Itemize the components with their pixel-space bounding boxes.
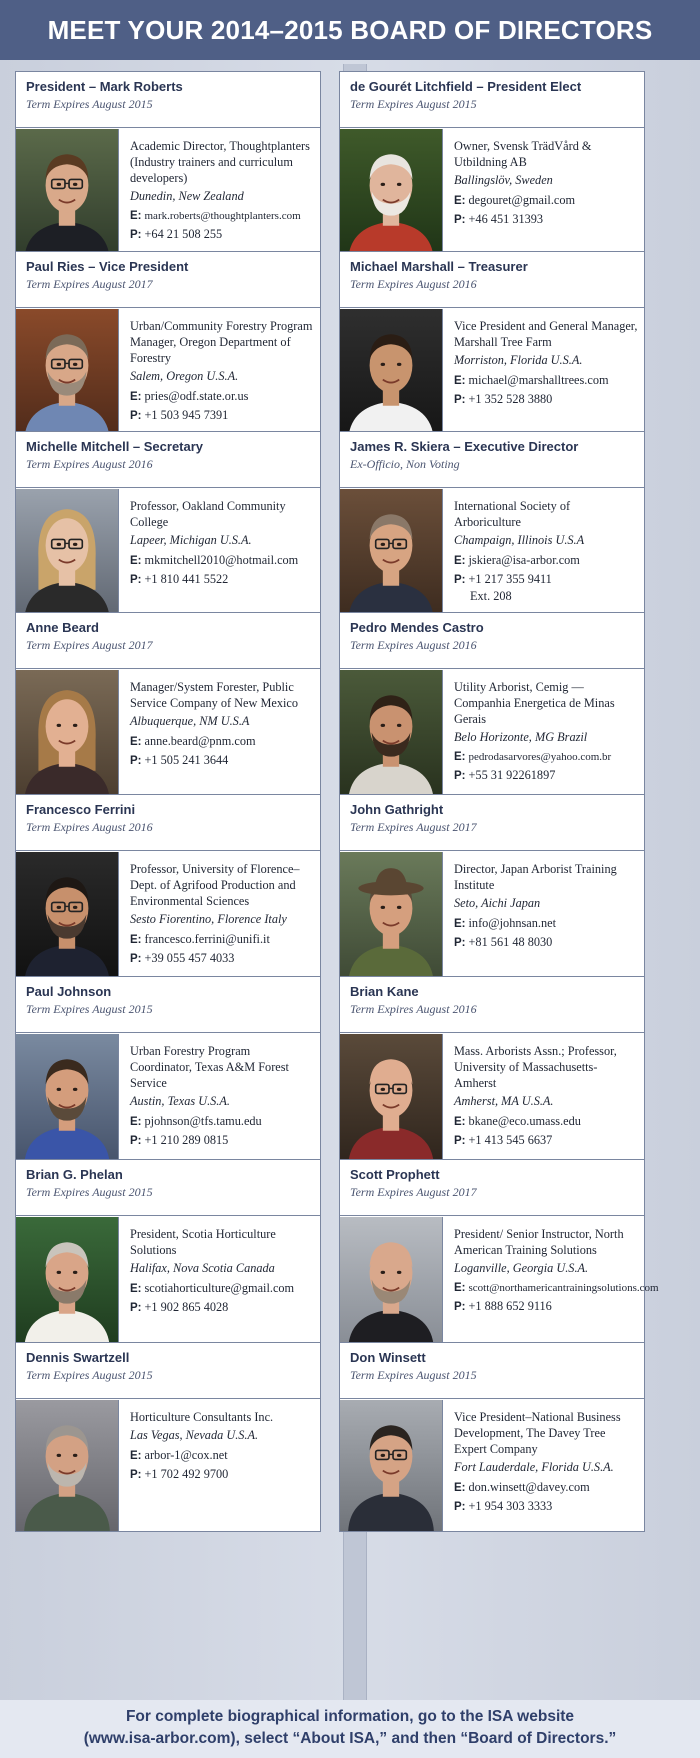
director-name: President – Mark Roberts <box>26 79 183 94</box>
director-location: Champaign, Illinois U.S.A <box>454 533 585 547</box>
term-expiry: Term Expires August 2015 <box>26 1002 153 1016</box>
email-line <box>130 1113 314 1130</box>
email-address[interactable]: mark.roberts@thoughtplanters.com <box>144 210 301 222</box>
phone-label: P: <box>454 1135 466 1147</box>
phone-number: +55 31 92261897 <box>468 768 556 782</box>
phone-extension: Ext. 208 <box>470 589 512 603</box>
phone-label: P: <box>454 770 466 782</box>
card-header <box>16 1160 320 1216</box>
director-location: Halifax, Nova Scotia Canada <box>130 1261 275 1275</box>
phone-number: +1 505 241 3644 <box>144 753 229 767</box>
phone-line <box>454 571 638 588</box>
card-header <box>340 252 644 308</box>
phone-number: +1 210 289 0815 <box>144 1133 229 1147</box>
director-name: John Gathright <box>350 802 444 817</box>
email-line <box>130 208 314 224</box>
email-address[interactable]: mkmitchell2010@hotmail.com <box>144 553 299 567</box>
email-line <box>130 931 314 948</box>
phone-line <box>130 1132 314 1149</box>
director-name: Paul Johnson <box>26 984 112 999</box>
director-location: Seto, Aichi Japan <box>454 896 541 910</box>
director-card-john-gathright <box>339 794 645 984</box>
director-photo <box>340 1034 442 1165</box>
director-location: Austin, Texas U.S.A. <box>130 1094 230 1108</box>
director-name: Anne Beard <box>26 620 99 635</box>
email-label: E: <box>130 555 142 567</box>
director-location: Loganville, Georgia U.S.A. <box>454 1261 589 1275</box>
email-line <box>130 388 314 405</box>
phone-line <box>130 950 314 967</box>
director-location: Lapeer, Michigan U.S.A. <box>130 533 252 547</box>
term-expiry: Term Expires August 2017 <box>26 638 153 652</box>
phone-number: +1 810 441 5522 <box>144 572 229 586</box>
term-expiry: Term Expires August 2017 <box>350 1185 477 1199</box>
director-details <box>118 1034 320 1165</box>
director-title: Professor, University of Florence–Dept. of Agrifood Production and Environmental Sciences <box>130 862 300 908</box>
email-label: E: <box>130 391 142 403</box>
term-expiry: Term Expires August 2016 <box>350 277 477 291</box>
phone-label: P: <box>130 953 142 965</box>
phone-line <box>454 934 638 951</box>
phone-number: +1 217 355 9411 <box>468 572 552 586</box>
director-photo <box>16 489 118 620</box>
footer-line-1: For complete biographical information, go to the ISA website <box>125 1708 575 1725</box>
director-name: Don Winsett <box>350 1350 426 1365</box>
director-name: Scott Prophett <box>350 1167 440 1182</box>
term-expiry: Term Expires August 2016 <box>350 1002 477 1016</box>
email-label: E: <box>454 918 466 930</box>
director-title: Horticulture Consultants Inc. <box>130 1410 274 1424</box>
director-photo <box>340 670 442 801</box>
card-header <box>16 252 320 308</box>
director-details <box>118 129 320 260</box>
director-photo <box>16 129 118 260</box>
email-address[interactable]: info@johnsan.net <box>468 916 556 930</box>
card-header <box>340 1160 644 1216</box>
email-label: E: <box>130 1450 142 1462</box>
director-location: Fort Lauderdale, Florida U.S.A. <box>454 1460 614 1474</box>
director-location: Ballingslöv, Sweden <box>454 173 553 187</box>
director-details <box>118 1400 320 1531</box>
director-card-president-elect <box>339 71 645 261</box>
term-expiry: Term Expires August 2016 <box>26 457 153 471</box>
email-line <box>454 749 638 765</box>
director-name: Brian G. Phelan <box>26 1167 123 1182</box>
director-name: James R. Skiera – Executive Director <box>350 439 579 454</box>
director-photo <box>16 309 118 440</box>
email-address[interactable]: michael@marshalltrees.com <box>468 373 609 387</box>
director-photo <box>340 129 442 260</box>
director-title: President, Scotia Horticulture Solutions <box>130 1227 276 1257</box>
director-title: Vice President–National Business Development, The Davey Tree Expert Company <box>454 1410 621 1456</box>
director-details <box>442 1217 659 1348</box>
email-line <box>454 552 638 569</box>
director-photo <box>340 489 442 620</box>
card-header <box>340 1343 644 1399</box>
director-title: President/ Senior Instructor, North American Training Solutions <box>454 1227 624 1257</box>
email-address[interactable]: anne.beard@pnm.com <box>144 734 256 748</box>
director-title: Utility Arborist, Cemig —Companhia Energetica de Minas Gerais <box>454 680 615 726</box>
director-photo <box>340 1400 442 1531</box>
email-label: E: <box>454 1482 466 1494</box>
card-header <box>340 72 644 128</box>
director-photo <box>16 1034 118 1165</box>
term-expiry: Term Expires August 2015 <box>26 1368 153 1382</box>
director-card-dennis-swartzell <box>15 1342 321 1532</box>
term-expiry: Term Expires August 2017 <box>26 277 153 291</box>
phone-label: P: <box>454 937 466 949</box>
email-address[interactable]: pedrodasarvores@yahoo.com.br <box>468 751 612 763</box>
email-line <box>454 1113 638 1130</box>
phone-number: +1 902 865 4028 <box>144 1300 229 1314</box>
phone-line <box>454 767 638 784</box>
director-card-executive-director <box>339 431 645 621</box>
email-label: E: <box>454 375 466 387</box>
director-title: International Society of Arboriculture <box>454 499 571 529</box>
term-expiry: Term Expires August 2017 <box>350 820 477 834</box>
phone-number: +1 503 945 7391 <box>144 408 229 422</box>
email-label: E: <box>130 736 142 748</box>
card-header <box>16 72 320 128</box>
email-address[interactable]: pries@odf.state.or.us <box>144 389 249 403</box>
email-address[interactable]: jskiera@isa-arbor.com <box>468 553 580 567</box>
email-address[interactable]: don.winsett@davey.com <box>468 1480 590 1494</box>
email-address[interactable]: francesco.ferrini@unifi.it <box>144 932 270 946</box>
email-address[interactable]: degouret@gmail.com <box>468 193 576 207</box>
director-name: Dennis Swartzell <box>26 1350 130 1365</box>
director-title: Mass. Arborists Assn.; Professor, University of Massachusetts-Amherst <box>454 1044 617 1090</box>
email-line <box>454 372 638 389</box>
director-location: Las Vegas, Nevada U.S.A. <box>130 1428 259 1442</box>
phone-label: P: <box>130 755 142 767</box>
email-address[interactable]: bkane@eco.umass.edu <box>468 1114 581 1128</box>
email-label: E: <box>454 1116 466 1128</box>
phone-line <box>130 1466 314 1483</box>
director-title: Urban/Community Forestry Program Manager, Oregon Department of Forestry <box>130 319 313 365</box>
director-card-scott-prophett <box>339 1159 659 1349</box>
card-header <box>16 977 320 1033</box>
director-location: Dunedin, New Zealand <box>130 189 244 203</box>
director-photo <box>340 852 442 983</box>
term-expiry: Term Expires August 2015 <box>26 97 153 111</box>
phone-label: P: <box>130 410 142 422</box>
email-line <box>130 1280 314 1297</box>
phone-number: +39 055 457 4033 <box>144 951 235 965</box>
email-line <box>454 1280 659 1296</box>
director-details <box>118 489 320 620</box>
director-name: Francesco Ferrini <box>26 802 136 817</box>
page-banner <box>0 0 700 60</box>
phone-label: P: <box>454 1501 466 1513</box>
email-label: E: <box>454 1282 466 1294</box>
term-expiry: Term Expires August 2015 <box>350 97 477 111</box>
director-title: Owner, Svensk TrädVård & Utbildning AB <box>454 139 592 169</box>
director-photo <box>16 1400 118 1531</box>
email-line <box>130 1447 314 1464</box>
director-details <box>118 309 320 440</box>
phone-label: P: <box>454 1301 466 1313</box>
director-title: Vice President and General Manager, Marshall Tree Farm <box>454 319 638 349</box>
term-expiry: Ex-Officio, Non Voting <box>350 457 460 471</box>
card-header <box>16 613 320 669</box>
phone-line <box>130 752 314 769</box>
director-details <box>118 852 320 983</box>
email-line <box>454 192 638 209</box>
footer-line-2: (www.isa-arbor.com), select “About ISA,” and then “Board of Directors.” <box>83 1730 617 1747</box>
director-name: de Gourét Litchfield – President Elect <box>350 79 582 94</box>
phone-label: P: <box>130 574 142 586</box>
email-line <box>454 1479 638 1496</box>
email-address[interactable]: scotiahorticulture@gmail.com <box>144 1281 295 1295</box>
email-label: E: <box>454 555 466 567</box>
director-location: Albuquerque, NM U.S.A <box>130 714 250 728</box>
director-location: Amherst, MA U.S.A. <box>454 1094 554 1108</box>
email-label: E: <box>454 751 466 763</box>
phone-line <box>454 211 638 228</box>
director-details <box>442 129 644 260</box>
director-details <box>442 1034 644 1165</box>
phone-label: P: <box>454 574 466 586</box>
card-header <box>16 432 320 488</box>
director-location: Belo Horizonte, MG Brazil <box>454 730 588 744</box>
director-name: Pedro Mendes Castro <box>350 620 484 635</box>
card-header <box>16 795 320 851</box>
director-card-don-winsett <box>339 1342 645 1532</box>
phone-line <box>454 1298 638 1315</box>
director-photo <box>16 852 118 983</box>
card-header <box>16 1343 320 1399</box>
card-header <box>340 977 644 1033</box>
phone-number: +1 888 652 9116 <box>468 1299 552 1313</box>
email-label: E: <box>130 210 142 222</box>
phone-number: +1 352 528 3880 <box>468 392 553 406</box>
phone-number: +1 413 545 6637 <box>468 1133 553 1147</box>
phone-line <box>130 571 314 588</box>
footer-note <box>0 1700 700 1758</box>
phone-label: P: <box>454 394 466 406</box>
director-card-pedro-mendes-castro <box>339 612 645 802</box>
director-title: Urban Forestry Program Coordinator, Texas A&M Forest Service <box>130 1044 289 1090</box>
term-expiry: Term Expires August 2015 <box>350 1368 477 1382</box>
term-expiry: Term Expires August 2016 <box>26 820 153 834</box>
email-line <box>454 915 638 932</box>
director-title: Professor, Oakland Community College <box>130 499 286 529</box>
phone-number: +1 702 492 9700 <box>144 1467 229 1481</box>
card-header <box>340 795 644 851</box>
director-location: Morriston, Florida U.S.A. <box>454 353 583 367</box>
phone-label: P: <box>130 1135 142 1147</box>
director-title: Manager/System Forester, Public Service Company of New Mexico <box>130 680 299 710</box>
director-location: Sesto Fiorentino, Florence Italy <box>130 912 287 926</box>
phone-label: P: <box>130 1469 142 1481</box>
director-name: Michael Marshall – Treasurer <box>350 259 528 274</box>
director-details <box>442 1400 644 1531</box>
director-card-brian-kane <box>339 976 645 1166</box>
director-title: Director, Japan Arborist Training Institute <box>454 862 617 892</box>
director-details <box>442 852 644 983</box>
phone-line <box>130 226 314 243</box>
email-address[interactable]: scott@northamericantrainingsolutions.com <box>468 1282 659 1294</box>
email-address[interactable]: pjohnson@tfs.tamu.edu <box>144 1114 262 1128</box>
director-photo <box>340 309 442 440</box>
director-details <box>118 670 320 801</box>
phone-label: P: <box>130 229 142 241</box>
director-card-treasurer <box>339 251 645 441</box>
term-expiry: Term Expires August 2015 <box>26 1185 153 1199</box>
phone-number: +64 21 508 255 <box>144 227 223 241</box>
director-card-vice-president <box>15 251 321 441</box>
term-expiry: Term Expires August 2016 <box>350 638 477 652</box>
director-card-paul-johnson <box>15 976 321 1166</box>
card-header <box>340 613 644 669</box>
phone-number: +46 451 31393 <box>468 212 544 226</box>
director-card-mark-roberts <box>15 71 321 261</box>
email-address[interactable]: arbor-1@cox.net <box>144 1448 228 1462</box>
email-label: E: <box>130 1283 142 1295</box>
director-details <box>118 1217 320 1348</box>
director-photo <box>340 1217 442 1348</box>
phone-number: +81 561 48 8030 <box>468 935 553 949</box>
director-card-francesco-ferrini <box>15 794 321 984</box>
director-title: Academic Director, Thoughtplanters (Industry trainers and curriculum developers) <box>130 139 310 185</box>
director-photo <box>16 670 118 801</box>
director-photo <box>16 1217 118 1348</box>
director-card-brian-g-phelan <box>15 1159 321 1349</box>
director-name: Paul Ries – Vice President <box>26 259 189 274</box>
director-location: Salem, Oregon U.S.A. <box>130 369 239 383</box>
phone-line <box>130 1299 314 1316</box>
director-details <box>442 309 644 440</box>
email-line <box>130 552 314 569</box>
phone-line <box>454 1132 638 1149</box>
email-label: E: <box>130 934 142 946</box>
director-details <box>442 489 644 620</box>
director-name: Brian Kane <box>350 984 419 999</box>
phone-line <box>454 1498 638 1515</box>
email-line <box>130 733 314 750</box>
director-card-secretary <box>15 431 321 621</box>
phone-label: P: <box>454 214 466 226</box>
banner-title: MEET YOUR 2014–2015 BOARD OF DIRECTORS <box>47 14 653 45</box>
email-label: E: <box>130 1116 142 1128</box>
phone-label: P: <box>130 1302 142 1314</box>
phone-line <box>454 391 638 408</box>
email-label: E: <box>454 195 466 207</box>
director-card-anne-beard <box>15 612 321 802</box>
card-header <box>340 432 644 488</box>
director-name: Michelle Mitchell – Secretary <box>26 439 204 454</box>
director-details <box>442 670 644 801</box>
phone-number: +1 954 303 3333 <box>468 1499 553 1513</box>
phone-line <box>130 407 314 424</box>
